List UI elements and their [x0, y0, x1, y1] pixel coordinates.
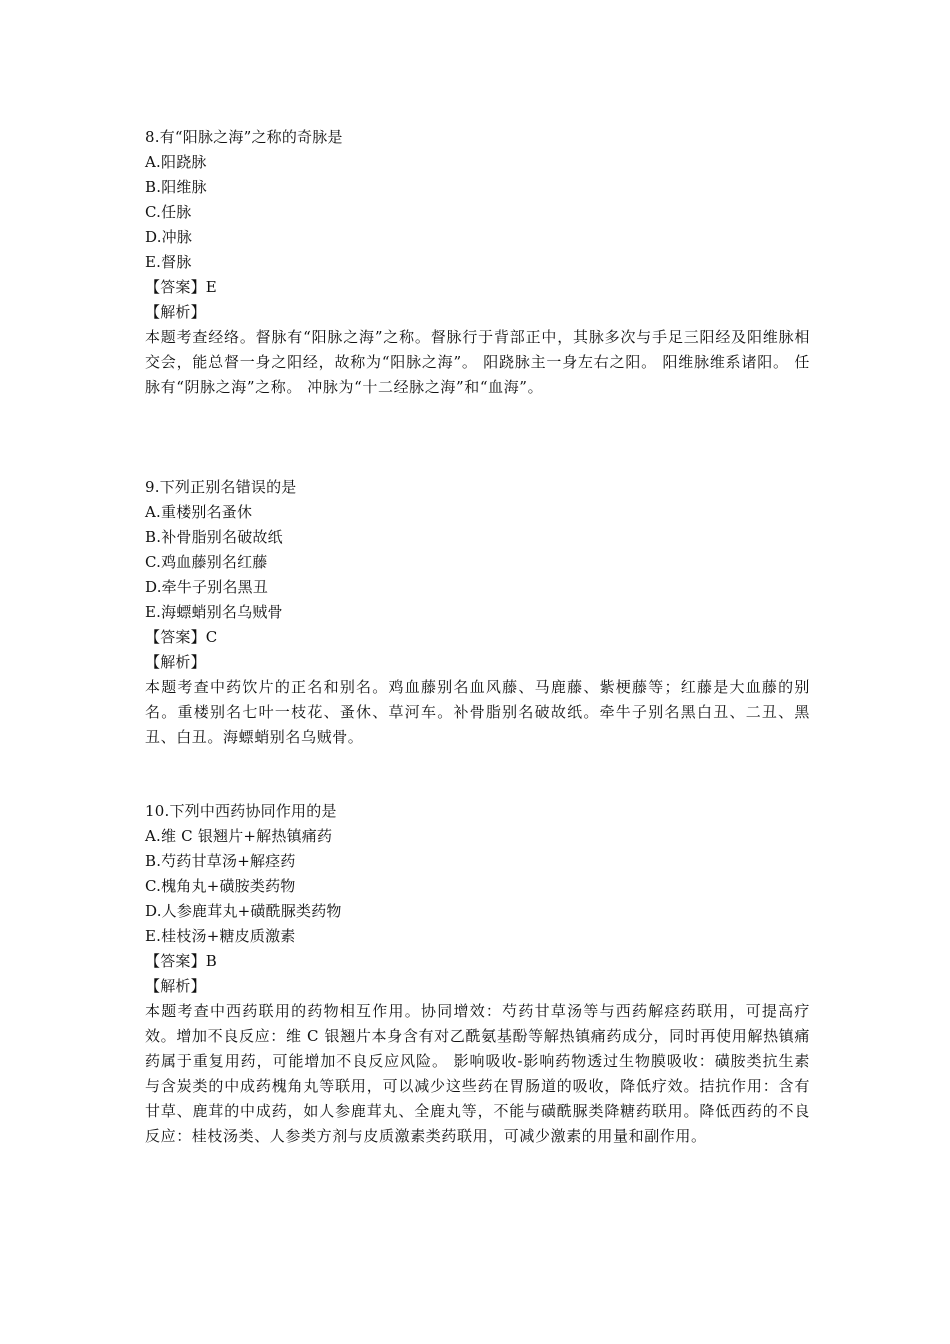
option-a: A.阳跷脉: [145, 153, 207, 171]
option-c: C.任脉: [145, 203, 192, 221]
question-10: [145, 799, 810, 1149]
answer: 【答案】E: [145, 278, 217, 296]
option-d: D.人参鹿茸丸+磺酰脲类药物: [145, 902, 342, 920]
answer: 【答案】B: [145, 952, 218, 970]
option-d: D.牵牛子别名黑丑: [145, 578, 269, 596]
option-a: A.重楼别名蚤休: [145, 503, 253, 521]
analysis-text: 本题考查经络。督脉有“阳脉之海”之称。督脉行于背部正中，其脉多次与手足三阳经及阳维脉相交会，能总督一身之阳经，故称为“阳脉之海”。 阳跷脉主一身左右之阳。 阳维脉维系诸阳。 任脉有“阴脉之海”之称。 冲脉为“十二经脉之海”和“血海”。: [145, 328, 810, 396]
option-a: A.维 C 银翘片+解热镇痛药: [145, 827, 333, 845]
question-9: [145, 475, 810, 750]
analysis-label: 【解析】: [145, 303, 206, 321]
analysis-label: 【解析】: [145, 977, 206, 995]
option-e: E.海螵蛸别名乌贼骨: [145, 603, 283, 621]
analysis-label: 【解析】: [145, 653, 206, 671]
option-b: B.补骨脂别名破故纸: [145, 528, 283, 546]
analysis-text: 本题考查中西药联用的药物相互作用。协同增效：芍药甘草汤等与西药解痉药联用，可提高疗效。增加不良反应：维 C 银翘片本身含有对乙酰氨基酚等解热镇痛药成分，同时再使用解热镇痛药属于重复用药，可能增加不良反应风险。 影响吸收-影响药物透过生物膜吸收：磺胺类抗生素与含炭类的中成药槐角丸等联用，可以减少这些药在胃肠道的吸收，降低疗效。拮抗作用：含有甘草、鹿茸的中成药，如人参鹿茸丸、全鹿丸等，不能与磺酰脲类降糖药联用。降低西药的不良反应：桂枝汤类、人参类方剂与皮质激素类药联用，可减少激素的用量和副作用。: [145, 1002, 810, 1145]
option-c: C.鸡血藤别名红藤: [145, 553, 268, 571]
question-stem: 10.下列中西药协同作用的是: [145, 802, 337, 820]
option-d: D.冲脉: [145, 228, 193, 246]
question-stem: 9.下列正别名错误的是: [145, 478, 297, 496]
question-stem: 8.有“阳脉之海”之称的奇脉是: [145, 128, 343, 146]
option-c: C.槐角丸+磺胺类药物: [145, 877, 296, 895]
answer: 【答案】C: [145, 628, 218, 646]
option-e: E.桂枝汤+糖皮质激素: [145, 927, 296, 945]
option-e: E.督脉: [145, 253, 192, 271]
option-b: B.阳维脉: [145, 178, 207, 196]
analysis-text: 本题考查中药饮片的正名和别名。鸡血藤别名血风藤、马鹿藤、紫梗藤等；红藤是大血藤的别名。重楼别名七叶一枝花、蚤休、草河车。补骨脂别名破故纸。牵牛子别名黑白丑、二丑、黑丑、白丑。海螵蛸别名乌贼骨。: [145, 678, 810, 746]
question-8: [145, 125, 810, 400]
option-b: B.芍药甘草汤+解痉药: [145, 852, 296, 870]
